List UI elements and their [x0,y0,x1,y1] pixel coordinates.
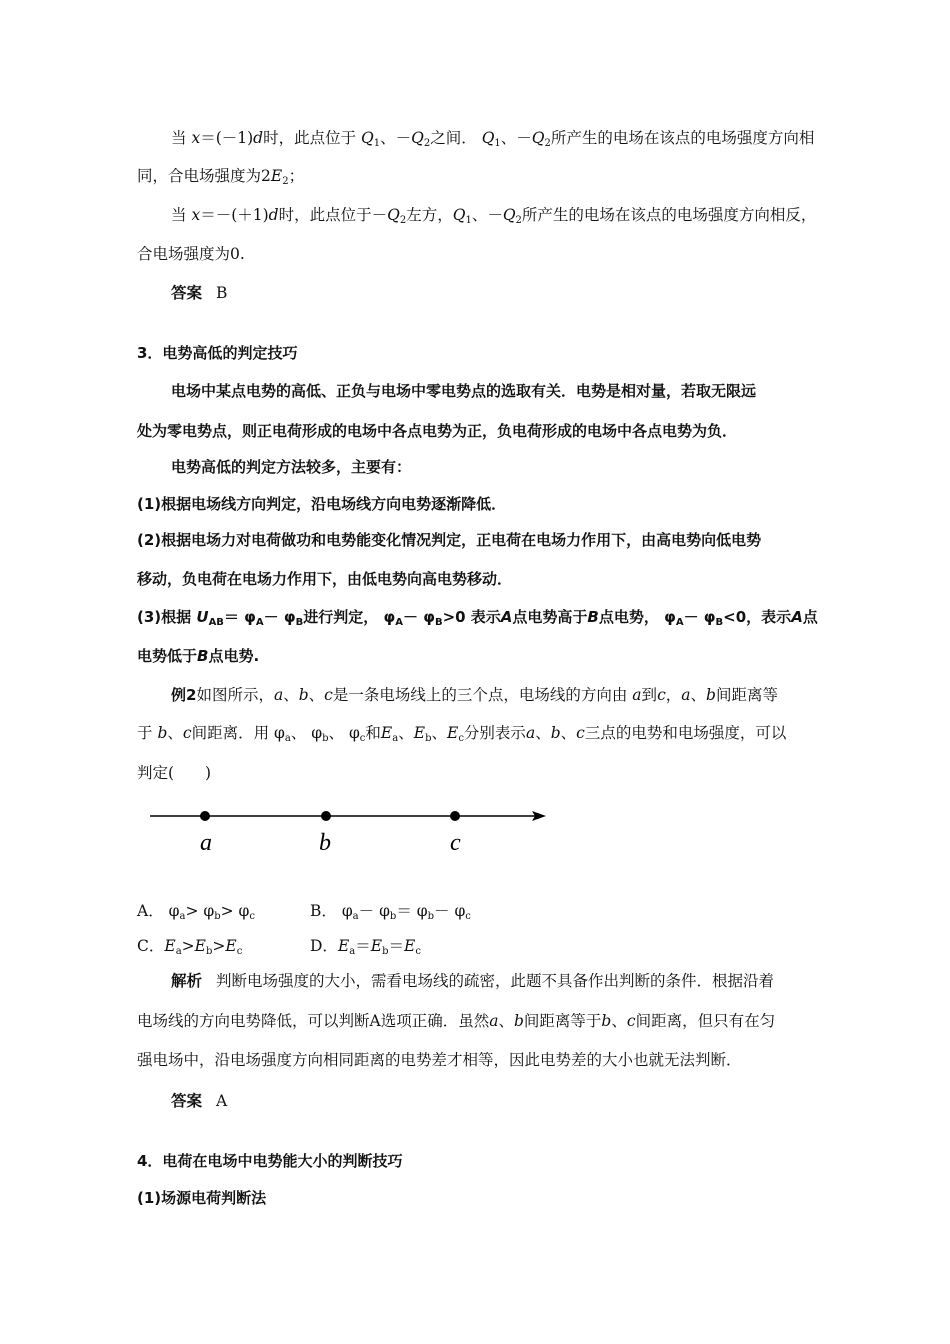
method-1: (1)根据电场线方向判定，沿电场线方向电势逐渐降低． [137,495,507,513]
example2-line1: 例2如图所示，a、b、c是一条电场线上的三个点，电场线的方向由 a到c，a、b间距离等 [171,686,778,704]
option-c: C．$E_a>E_b>E_c$ [137,937,243,957]
option-b: B． $\varphi_a- \varphi_b= \varphi_b- \varphi_c$ [310,902,471,922]
option-d: D．$E_a=E_b=E_c$ [310,937,421,957]
option-a: A． $\varphi_a> \varphi_b> \varphi_c$ [137,902,256,922]
example2-line3: 判定( ) [137,764,212,782]
method-2-line2: 移动，负电荷在电场力作用下，由低电势向高电势移动． [137,570,513,588]
analysis-line3: 强电场中，沿电场强度方向相同距离的电势差才相等，因此电势差的大小也就无法判断． [137,1051,742,1069]
para1-line2: 同，合电场强度为$2E_2$； [137,167,305,187]
label-c: c [450,830,461,856]
label-b: b [319,830,331,856]
method-2-line1: (2)根据电场力对电荷做功和电势能变化情况判定，正电荷在电场力作用下，由高电势向低电势 [137,531,762,549]
point-a [200,811,210,821]
field-line-figure [148,798,558,862]
para1-line1: 当 x＝(－1)d时，此点位于 $Q_1$、$-Q_2$之间． $Q_1$、$-Q_2$所产生的电场在该点的电场强度方向相 [171,129,815,149]
analysis-line1: 解析 判断电场强度的大小，需看电场线的疏密，此题不具备作出判断的条件．根据沿着 [171,972,775,990]
section3-p2: 电势高低的判定方法较多，主要有： [171,458,412,476]
section3-p1-line1: 电场中某点电势的高低、正负与电场中零电势点的选取有关．电势是相对量，若取无限远 [171,382,757,400]
method-3-line1: (3)根据 $U_{AB}= \varphi_A- \varphi_B$进行判定， $\varphi_A- \varphi_B>0$ 表示A点电势高于B点电势， $\varphi_A- \varphi_B<0$，表示A点 [137,608,818,628]
answer-2: 答案 A [171,1092,228,1110]
section3-p1-line2: 处为零电势点，则正电荷形成的电场中各点电势为正，负电荷形成的电场中各点电势为负． [137,422,738,440]
section4-sub1: (1)场源电荷判断法 [137,1189,267,1207]
para2-line2: 合电场强度为0. [137,245,245,263]
method-3-line2: 电势低于B点电势. [137,647,260,665]
point-c [450,811,460,821]
section3-heading: 3．电势高低的判定技巧 [137,344,298,362]
point-b [321,811,331,821]
analysis-line2: 电场线的方向电势降低，可以判断A选项正确．虽然a、b间距离等于b、c间距离，但只有在匀 [137,1012,776,1030]
para2-line1: 当 x＝－(＋1)d时，此点位于$-Q_2$左方，$Q_1$、$-Q_2$所产生的电场在该点的电场强度方向相反， [171,206,817,226]
answer-1: 答案 B [171,284,228,302]
label-a: a [200,830,212,856]
example2-line2: 于 b、c间距离．用 $\varphi_a$、 $\varphi_b$、 $\varphi_c$和$E_a$、$E_b$、$E_c$分别表示a、b、c三点的电势和电场强度，可以 [137,724,787,744]
section4-heading: 4．电荷在电场中电势能大小的判断技巧 [137,1152,403,1170]
